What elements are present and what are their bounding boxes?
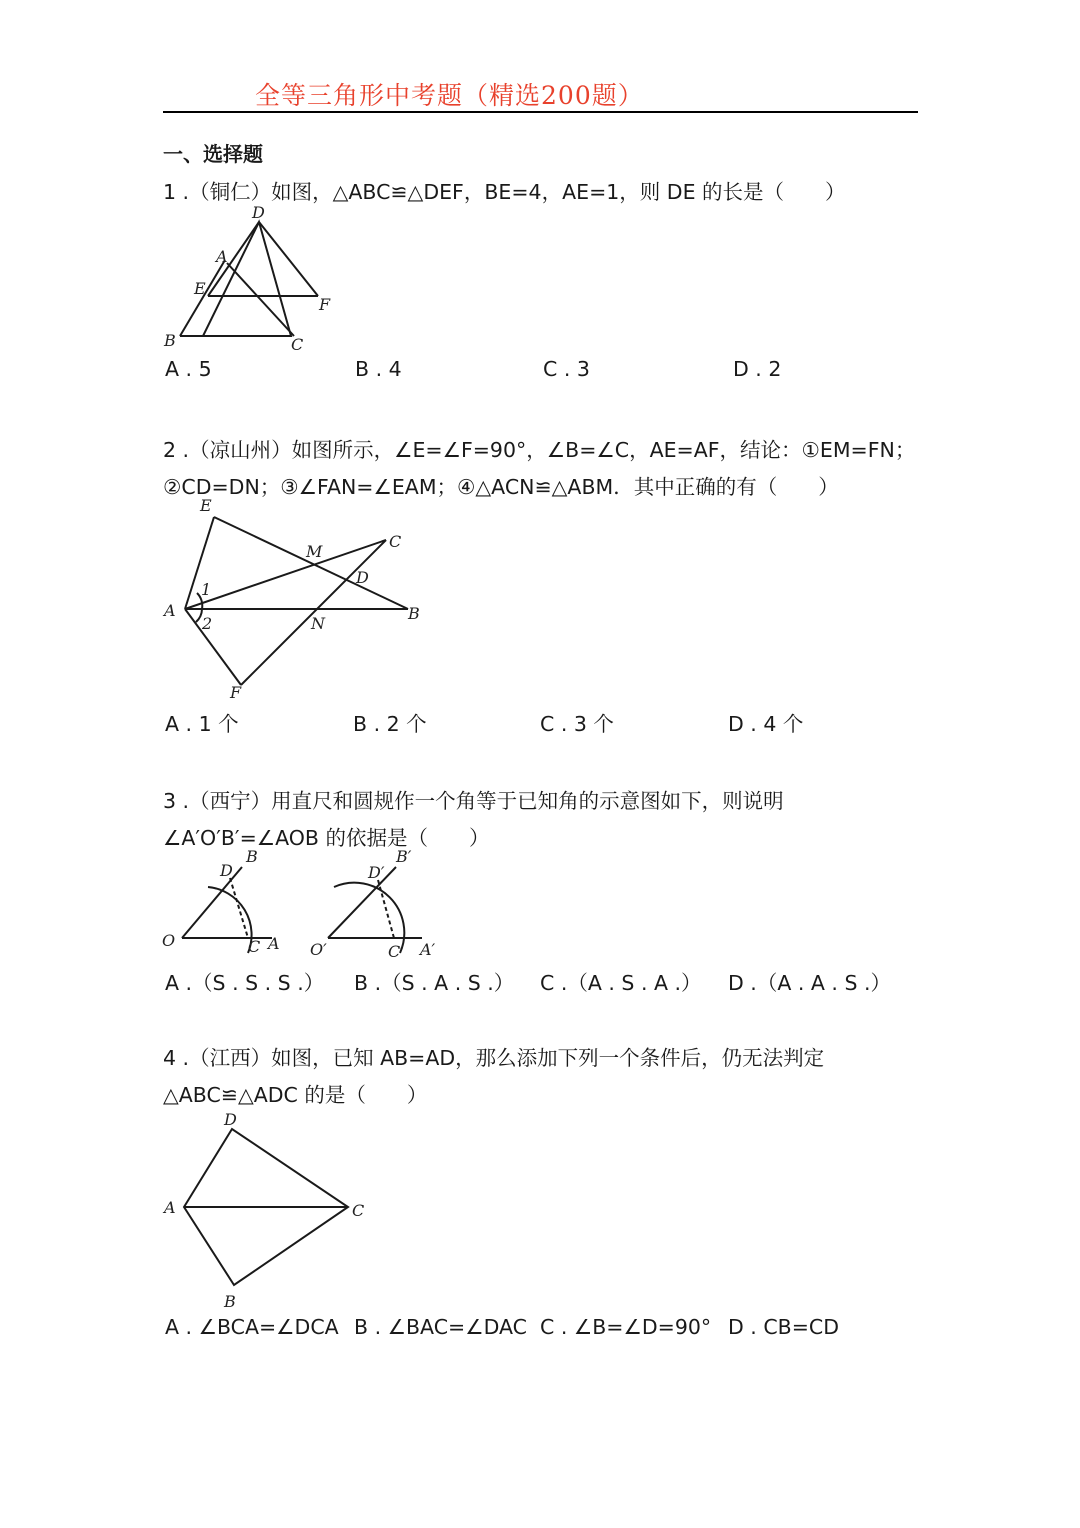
fig2-label-1: 1 xyxy=(201,580,212,599)
fig4-label-d: D xyxy=(224,1110,237,1129)
q4-option-c[interactable]: C . ∠B=∠D=90° xyxy=(540,1315,712,1339)
segment-ac xyxy=(227,263,294,336)
q3-option-a[interactable]: A .（S . S . S .） xyxy=(165,971,325,995)
question-1-figure xyxy=(160,200,360,360)
fig2-label-2: 2 xyxy=(202,614,213,633)
fig4-label-a: A xyxy=(164,1198,176,1217)
q3-option-c[interactable]: C .（A . S . A .） xyxy=(540,971,702,995)
fig2-label-c: C xyxy=(389,532,402,551)
q1-option-c[interactable]: C . 3 xyxy=(543,357,590,381)
question-2-text-line2: ②CD=DN；③∠FAN=∠EAM；④△ACN≌△ABM．其中正确的有（ ） xyxy=(163,475,839,499)
q4-option-a[interactable]: A . ∠BCA=∠DCA xyxy=(165,1315,339,1339)
fig2-label-a: A xyxy=(164,601,176,620)
title-underline xyxy=(163,111,918,113)
q2-option-b[interactable]: B . 2 个 xyxy=(353,712,427,736)
arc-dc xyxy=(208,887,252,953)
q3-option-d[interactable]: D .（A . A . S .） xyxy=(728,971,892,995)
q1-option-a[interactable]: A . 5 xyxy=(165,357,212,381)
question-4-text-line1: 4 .（江西）如图，已知 AB=AD，那么添加下列一个条件后，仍无法判定 xyxy=(163,1046,825,1070)
fig2-label-b: B xyxy=(408,604,420,623)
fig3-label-c-prime: C′ xyxy=(388,942,404,961)
fig3-label-a: A xyxy=(268,934,280,953)
segment-fc xyxy=(241,540,386,685)
question-3-figure xyxy=(160,845,450,965)
document-title: 全等三角形中考题（精选200题） xyxy=(255,81,644,110)
question-4-text-line2: △ABC≌△ADC 的是（ ） xyxy=(163,1083,428,1107)
fig3-label-o-prime: O′ xyxy=(310,940,327,959)
segment-eb xyxy=(214,517,408,609)
segment-af xyxy=(185,609,241,685)
q2-option-a[interactable]: A . 1 个 xyxy=(165,712,239,736)
fig3-label-d-prime: D′ xyxy=(368,863,385,882)
q3-option-b[interactable]: B .（S . A . S .） xyxy=(354,971,515,995)
fig3-label-a-prime: A′ xyxy=(420,940,436,959)
fig2-label-m: M xyxy=(306,542,323,561)
fig2-label-n: N xyxy=(311,614,325,633)
segment-df xyxy=(259,222,318,296)
fig1-label-e: E xyxy=(194,279,206,298)
question-2-figure xyxy=(160,495,440,705)
dashed-d-prime-c-prime xyxy=(378,880,394,938)
q2-option-c[interactable]: C . 3 个 xyxy=(540,712,614,736)
question-3-text-line1: 3 .（西宁）用直尺和圆规作一个角等于已知角的示意图如下，则说明 xyxy=(163,789,784,813)
fig2-label-f: F xyxy=(230,683,242,702)
question-4-figure xyxy=(160,1105,380,1315)
fig3-label-d: D xyxy=(220,861,233,880)
fig1-label-c: C xyxy=(291,335,304,354)
fig2-label-d: D xyxy=(356,568,369,587)
section-heading: 一、选择题 xyxy=(163,142,263,166)
q1-option-b[interactable]: B . 4 xyxy=(355,357,402,381)
fig3-label-b: B xyxy=(246,847,258,866)
q2-option-d[interactable]: D . 4 个 xyxy=(728,712,804,736)
segment-ab xyxy=(180,260,225,336)
q4-option-b[interactable]: B . ∠BAC=∠DAC xyxy=(354,1315,527,1339)
fig1-label-f: F xyxy=(319,295,331,314)
fig1-label-a: A xyxy=(216,247,228,266)
ray-ob xyxy=(182,867,242,938)
fig2-label-e: E xyxy=(200,496,212,515)
q1-option-d[interactable]: D . 2 xyxy=(733,357,782,381)
fig3-label-c: C xyxy=(248,937,261,956)
fig1-label-d: D xyxy=(252,203,265,222)
question-2-text-line1: 2 .（凉山州）如图所示，∠E=∠F=90°，∠B=∠C，AE=AF，结论：①EM=FN； xyxy=(163,438,916,462)
fig4-label-b: B xyxy=(224,1292,236,1311)
question-1-text: 1 .（铜仁）如图，△ABC≌△DEF，BE=4，AE=1，则 DE 的长是（ ） xyxy=(163,180,846,204)
q4-option-d[interactable]: D . CB=CD xyxy=(728,1315,839,1339)
dashed-dc xyxy=(230,878,248,938)
fig3-label-b-prime: B′ xyxy=(396,847,412,866)
question-3-text-line2: ∠A′O′B′=∠AOB 的依据是（ ） xyxy=(163,826,490,850)
fig1-label-b: B xyxy=(164,331,176,350)
ray-o-prime-b-prime xyxy=(328,867,396,938)
fig3-label-o: O xyxy=(162,931,176,950)
fig4-label-c: C xyxy=(352,1201,365,1220)
